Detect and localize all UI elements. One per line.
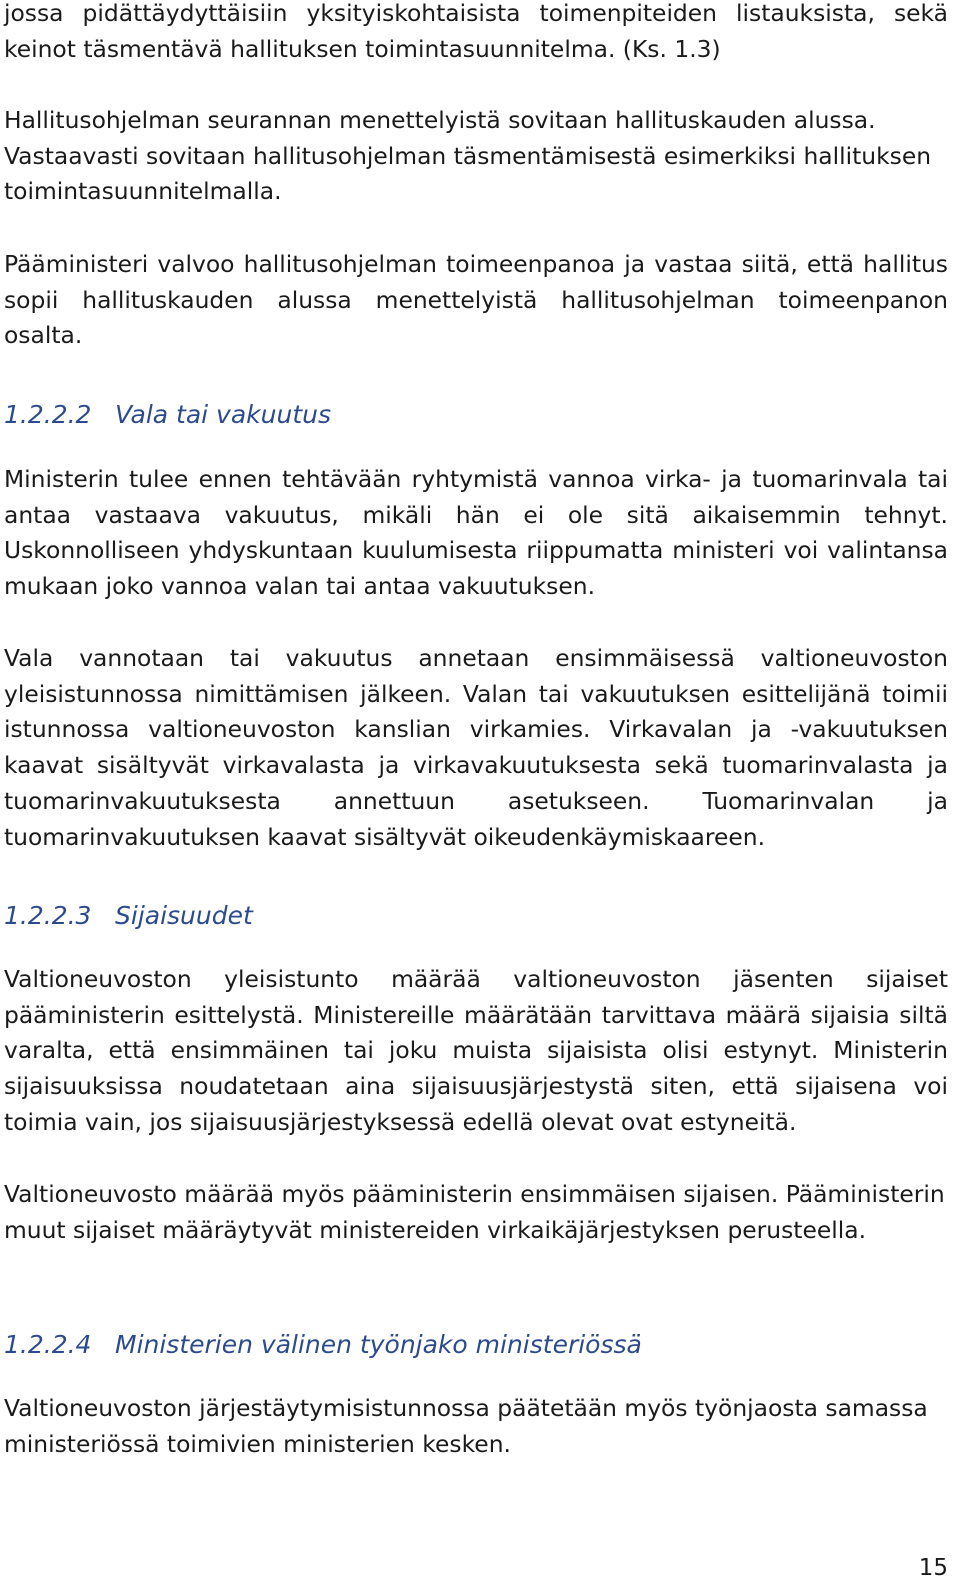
page-number: 15 [918,1555,948,1581]
paragraph-sijaiset: Valtioneuvoston yleisistunto määrää valtioneuvoston jäsenten sijaiset pääministerin esittelystä. Ministereille määrätään tarvittava määrä sijaisia siltä varalta, että ensimmäinen tai joku muista sijaisista olisi estynyt. Ministerin sijaisuuksissa noudatetaan aina sijaisuusjärjestystä siten, että sijaisena voi toimia vain, jos sijaisuusjärjestyksessä edellä olevat ovat estyneitä. [4,965,948,1136]
section-number: 1.2.2.2 [4,400,92,429]
section-number: 1.2.2.4 [4,1330,92,1359]
section-heading-sijaisuudet [4,898,948,934]
paragraph-paaministeri-valvoo: Pääministeri valvoo hallitusohjelman toimeenpanoa ja vastaa siitä, että hallitus sopii hallituskauden alussa menettelyistä hallitusohjelman toimeenpanon osalta. [4,250,948,350]
paragraph-ensimmainen-sijainen: Valtioneuvosto määrää myös pääministerin ensimmäisen sijaisen. Pääministerin muut sijaiset määräytyvät ministereiden virkaikäjärjestyksen perusteella. [4,1180,945,1244]
section-heading-vala [4,397,948,433]
paragraph-vala-vannotaan: Vala vannotaan tai vakuutus annetaan ensimmäisessä valtioneuvoston yleisistunnossa nimittämisen jälkeen. Valan tai vakuutuksen esittelijänä toimii istunnossa valtioneuvoston kanslian virkamies. Virkavalan ja -vakuutuksen kaavat sisältyvät virkavalasta ja virkavakuutuksesta sekä tuomarinvalasta ja tuomarinvakuutuksesta annettuun asetukseen. Tuomarinvalan ja tuomarinvakuutuksen kaavat sisältyvät oikeudenkäymiskaareen. [4,644,948,851]
section-number: 1.2.2.3 [4,901,92,930]
section-title: Sijaisuudet [115,901,253,930]
paragraph-toimintasuunnitelma: jossa pidättäydyttäisiin yksityiskohtaisista toimenpiteiden listauksista, sekä keinot täsmentävä hallituksen toimintasuunnitelma. (Ks. 1.3) [4,0,948,63]
section-title: Ministerien välinen työnjako ministeriössä [115,1330,642,1359]
section-heading-tyonjako [4,1327,948,1363]
section-title: Vala tai vakuutus [115,400,332,429]
paragraph-seuranta: Hallitusohjelman seurannan menettelyistä sovitaan hallituskauden alussa. Vastaavasti sovitaan hallitusohjelman täsmentämisestä esimerkiksi hallituksen toimintasuunnitelmalla. [4,106,932,206]
paragraph-jarjestaytymisistunto: Valtioneuvoston järjestäytymisistunnossa päätetään myös työnjaosta samassa ministeriössä toimivien ministerien kesken. [4,1394,928,1458]
paragraph-ministerin-vala: Ministerin tulee ennen tehtävään ryhtymistä vannoa virka- ja tuomarinvala tai antaa vastaava vakuutus, mikäli hän ei ole sitä aikaisemmin tehnyt. Uskonnolliseen yhdyskuntaan kuulumisesta riippumatta ministeri voi valintansa mukaan joko vannoa valan tai antaa vakuutuksen. [4,465,948,601]
